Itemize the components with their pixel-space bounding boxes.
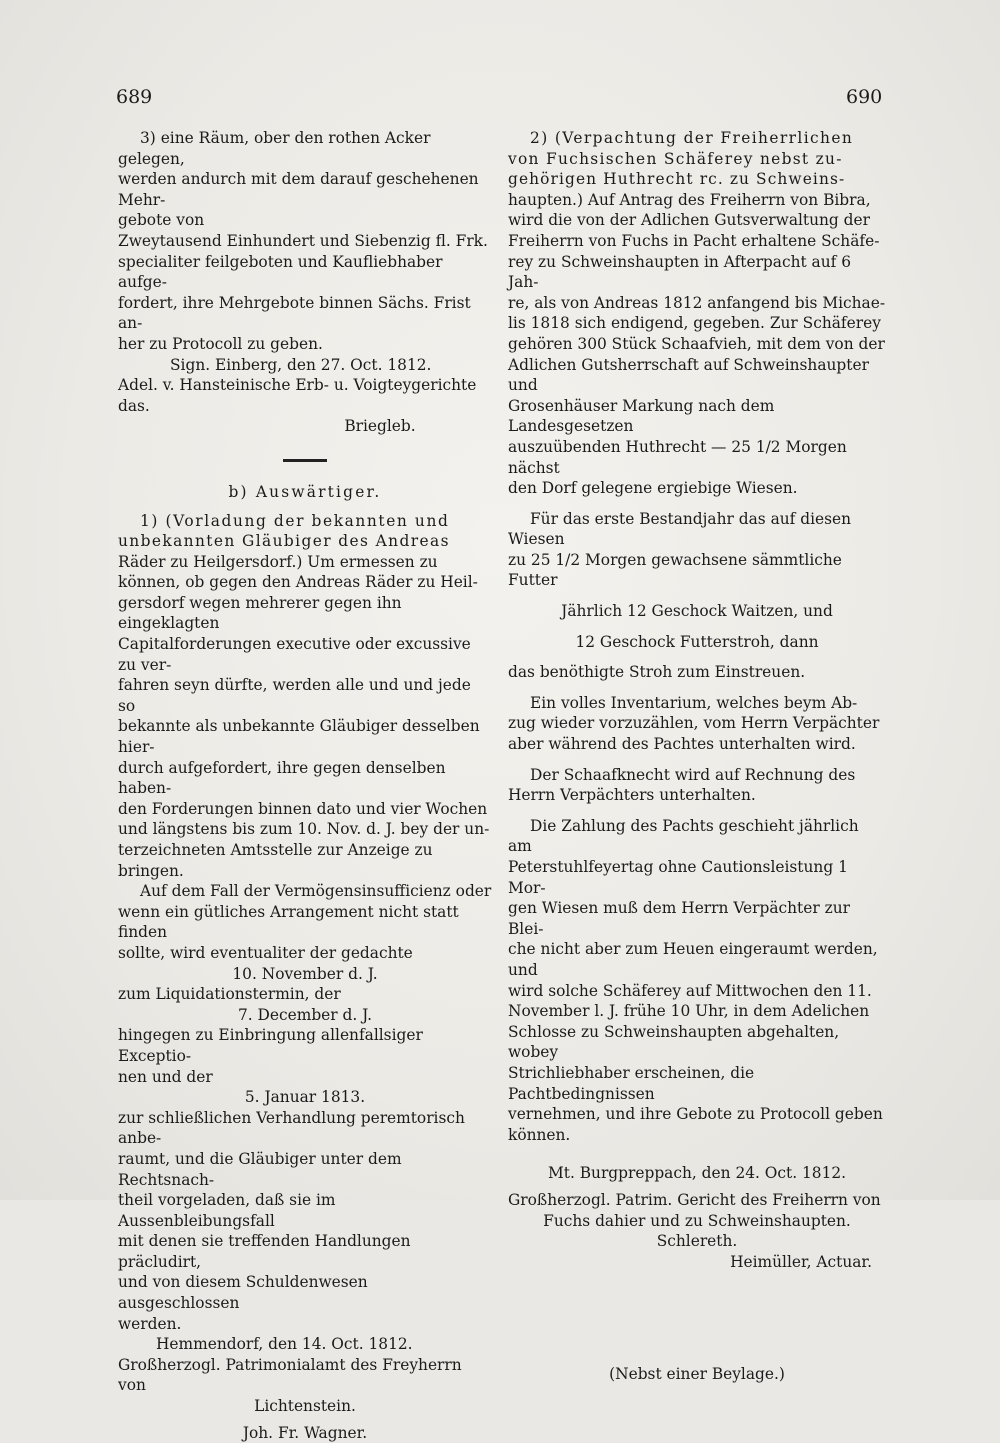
text-line: und längstens bis zum 10. Nov. d. J. bey der un- [118, 820, 490, 839]
inventory-clause [508, 693, 886, 755]
text-line: werden. [118, 1314, 182, 1333]
text-line: 3) eine Räum, ober den rothen Acker gelegen, [118, 129, 431, 168]
place-date: Hemmendorf, den 14. Oct. 1812. [156, 1335, 413, 1354]
text-line: che nicht aber zum Heuen eingeraumt werden, und [508, 940, 878, 979]
text-line: lis 1818 sich endigend, gegeben. Zur Schäferey [508, 314, 881, 333]
text-line: Capitalforderungen executive oder excussive zu ver- [118, 635, 471, 674]
page-number-right: 690 [846, 86, 883, 108]
office-name-cont: Lichtenstein. [254, 1397, 356, 1416]
text-line: können, ob gegen den Andreas Räder zu Heil- [118, 573, 478, 592]
text-line: 1) (Vorladung der bekannten und [140, 511, 450, 530]
text-line: den Dorf gelegene ergiebige Wiesen. [508, 479, 798, 498]
text-line: mit denen sie treffenden Handlungen präcludirt, [118, 1232, 411, 1271]
text-line: vernehmen, und ihre Gebote zu Protocoll geben [508, 1105, 883, 1124]
text-line: gebote von [118, 211, 205, 230]
text-line: rey zu Schweinshaupten in Afterpacht auf 6 Jah- [508, 252, 852, 292]
text-line: 2) (Verpachtung der Freiherrlichen [530, 129, 854, 147]
signer-name: Briegleb. [344, 417, 416, 436]
text-line: unbekannten Gläubiger des Andreas [118, 532, 450, 551]
text-line: Die Zahlung des Pachts geschieht jährlich am [508, 816, 859, 856]
text-line: zum Liquidationstermin, der [118, 985, 341, 1004]
text-line: Der Schaafknecht wird auf Rechnung des [530, 765, 856, 784]
court-name: Großherzogl. Patrim. Gericht des Freiherrn von [508, 1190, 881, 1209]
closing-clause [118, 1108, 492, 1335]
text-line: fordert, ihre Mehrgebote binnen Sächs. Frist an- [118, 293, 471, 333]
text-line: und von diesem Schuldenwesen ausgeschlossen [118, 1273, 368, 1313]
text-line: Ein volles Inventarium, welches beym Ab- [530, 693, 858, 712]
shepherd-clause [508, 765, 886, 806]
text-line: gehörigen Huthrecht rc. zu Schweins- [508, 170, 846, 189]
sign-date: Sign. Einberg, den 27. Oct. 1812. [170, 355, 432, 374]
text-line: auszuübenden Huthrecht — 25 1/2 Morgen nächst [508, 437, 847, 477]
official-signature: Joh. Fr. Wagner. [242, 1423, 368, 1442]
text-line: Adlichen Gutsherrschaft auf Schweinshaupter und [508, 355, 869, 395]
text-line: Auf dem Fall der Vermögensinsufficienz oder [140, 882, 492, 901]
text-line: nen und der [118, 1067, 213, 1086]
text-line: zu 25 1/2 Morgen gewachsene sämmtliche Futter [508, 550, 842, 590]
signer-name: Schlereth. [656, 1232, 738, 1251]
text-line: Freiherrn von Fuchs in Pacht erhaltene Schäfe- [508, 231, 880, 250]
text-line: aber während des Pachtes unterhalten wird. [508, 735, 856, 754]
text-line: Für das erste Bestandjahr das auf diesen Wiesen [508, 509, 852, 549]
actuary-signature: Heimüller, Actuar. [730, 1252, 872, 1271]
text-line: Grosenhäuser Markung nach dem Landesgesetzen [508, 396, 775, 436]
text-line: November l. J. frühe 10 Uhr, in dem Adelichen [508, 1002, 870, 1021]
text-line: Herrn Verpächters unterhalten. [508, 786, 756, 805]
text-line: den Forderungen binnen dato und vier Wochen [118, 799, 488, 818]
text-line: theil vorgeladen, daß sie im Aussenbleibungsfall [118, 1191, 336, 1230]
text-line: Strichliebhaber erscheinen, die Pachtbedingnissen [508, 1063, 755, 1103]
section-heading: b) Auswärtiger. [228, 482, 382, 501]
page-number-left: 689 [116, 86, 153, 108]
place-date: Mt. Burgpreppach, den 24. Oct. 1812. [548, 1164, 847, 1183]
exception-date: 7. December d. J. [237, 1005, 373, 1024]
text-line: specialiter feilgeboten und Kaufliebhaber aufge- [118, 252, 443, 292]
text-line: gersdorf wegen mehrerer gegen ihn eingeklagten [118, 593, 402, 633]
text-line: gen Wiesen muß dem Herrn Verpächter zur Blei- [508, 899, 850, 938]
wheat-line: Jährlich 12 Geschock Waitzen, und [561, 602, 833, 621]
text-line: wird die von der Adlichen Gutsverwaltung der [508, 211, 870, 230]
text-line: wenn ein gütliches Arrangement nicht statt finden [118, 902, 459, 942]
office-name: Großherzogl. Patrimonialamt des Freyherrn von [118, 1355, 462, 1395]
text-line: terzeichneten Amtsstelle zur Anzeige zu bringen. [118, 841, 433, 880]
court-name: Adel. v. Hansteinische Erb- u. Voigteygerichte das. [118, 376, 477, 415]
court-name-cont: Fuchs dahier und zu Schweinshaupten. [543, 1211, 851, 1230]
text-line: können. [508, 1125, 571, 1144]
text-line: raumt, und die Gläubiger unter dem Rechtsnach- [118, 1149, 402, 1189]
text-line: gehören 300 Stück Schaafvieh, mit dem von der [508, 334, 885, 353]
right-column [508, 128, 886, 1385]
text-line: re, als von Andreas 1812 anfangend bis Michae- [508, 293, 886, 312]
straw-line: 12 Geschock Futterstroh, dann [575, 632, 819, 651]
left-column [118, 128, 492, 1443]
text-line: werden andurch mit dem darauf geschehenen Mehr- [118, 170, 479, 209]
text-line: durch aufgefordert, ihre gegen denselben haben- [118, 758, 446, 798]
liquidation-date: 10. November d. J. [232, 964, 378, 983]
text-line: Zweytausend Einhundert und Siebenzig fl. Frk. [118, 231, 488, 250]
text-line: Peterstuhlfeyertag ohne Cautionsleistung 1 Mor- [508, 858, 848, 897]
text-line: fahren seyn dürfte, werden alle und und jede so [118, 676, 471, 715]
creditor-summons [118, 511, 492, 882]
bedding-line: das benöthigte Stroh zum Einstreuen. [508, 663, 806, 682]
text-line: her zu Protocoll zu geben. [118, 334, 323, 353]
supplement-note: (Nebst einer Beylage.) [609, 1365, 785, 1384]
insufficiency-clause [118, 881, 492, 963]
text-line: bekannte als unbekannte Gläubiger desselben hier- [118, 717, 480, 757]
text-line: haupten.) Auf Antrag des Freiherrn von Bibra, [508, 190, 871, 209]
section-divider [283, 459, 327, 462]
text-line: von Fuchsischen Schäferey nebst zu- [508, 149, 843, 168]
final-hearing-date: 5. Januar 1813. [244, 1088, 366, 1107]
text-line: Räder zu Heilgersdorf.) Um ermessen zu [118, 552, 438, 571]
text-line: wird solche Schäferey auf Mittwochen den 11. [508, 981, 872, 1000]
text-line: zug wieder vorzuzählen, vom Herrn Verpächter [508, 714, 880, 733]
payment-clause [508, 816, 886, 1146]
text-line: Schlosse zu Schweinshaupten abgehalten, wobey [508, 1022, 840, 1062]
auction-item-3 [118, 128, 492, 355]
text-line: hingegen zu Einbringung allenfallsiger Exceptio- [118, 1026, 423, 1065]
lease-notice [508, 128, 886, 499]
text-line: zur schließlichen Verhandlung peremtorisch anbe- [118, 1108, 465, 1148]
text-line: sollte, wird eventualiter der gedachte [118, 943, 413, 962]
